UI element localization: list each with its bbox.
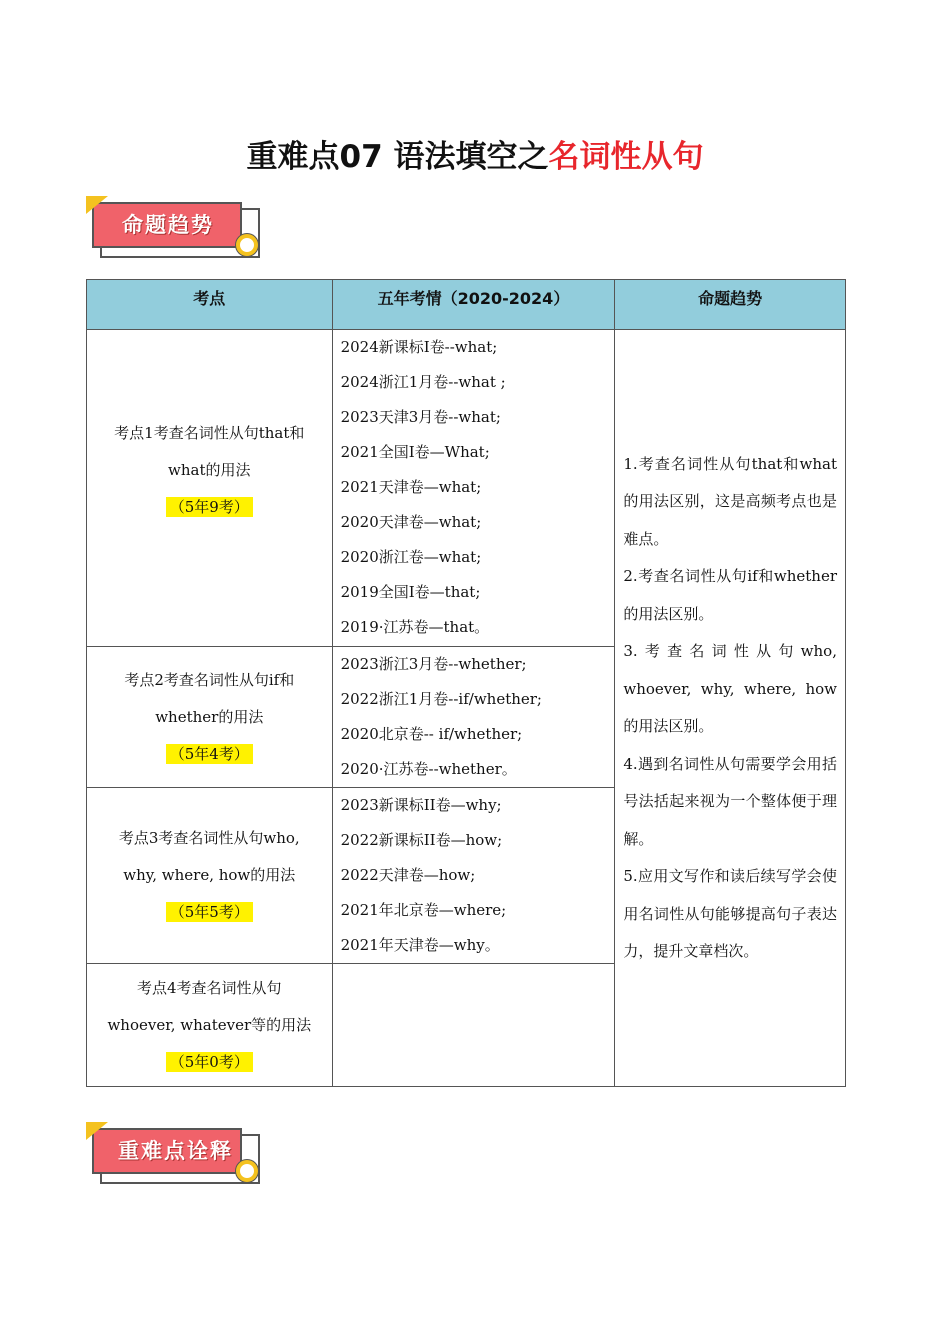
explain-badge-label: 重难点诠释 (92, 1128, 242, 1174)
header-topic: 考点 (87, 280, 333, 330)
header-trend: 命题趋势 (615, 280, 846, 330)
page-title (0, 131, 950, 176)
triangle-icon (86, 196, 108, 214)
count-badge: （5年4考） (166, 744, 253, 764)
table-header-row (87, 280, 846, 330)
table-row (87, 330, 846, 647)
trend-badge (92, 198, 260, 262)
title-highlight: 名词性从句 (548, 139, 704, 175)
exams-cell: 2023浙江3月卷--whether; 2022浙江1月卷--if/whether; 2020北京卷-- if/whether; 2020·江苏卷--whether。 (332, 647, 615, 788)
trend-badge-label: 命题趋势 (92, 202, 242, 248)
title-prefix: 重难点07 语法填空之 (246, 139, 549, 175)
topic-cell: 考点1考查名词性从句that和 what的用法 （5年9考） (87, 330, 333, 647)
count-badge: （5年0考） (166, 1052, 253, 1072)
triangle-icon (86, 1122, 108, 1140)
ring-icon (236, 1160, 258, 1182)
header-exams: 五年考情（2020-2024） (332, 280, 615, 330)
exams-cell (332, 964, 615, 1087)
count-badge: （5年5考） (166, 902, 253, 922)
exams-cell: 2023新课标II卷—why; 2022新课标II卷—how; 2022天津卷—how; 2021年北京卷—where; 2021年天津卷—why。 (332, 788, 615, 964)
topic-cell: 考点4考查名词性从句 whoever, whatever等的用法 （5年0考） (87, 964, 333, 1087)
exams-cell: 2024新课标I卷--what; 2024浙江1月卷--what ; 2023天津3月卷--what; 2021全国I卷—What; 2021天津卷—what; 2020天津卷—what; 2020浙江卷—what; 2019全国I卷—that; 2019·江苏卷—that。 (332, 330, 615, 647)
ring-icon (236, 234, 258, 256)
topic-cell: 考点2考查名词性从句if和 whether的用法 （5年4考） (87, 647, 333, 788)
count-badge: （5年9考） (166, 497, 253, 517)
topic-cell: 考点3考查名词性从句who, why, where, how的用法 （5年5考） (87, 788, 333, 964)
trend-cell: 1.考查名词性从句that和what的用法区别，这是高频考点也是难点。 2.考查名词性从句if和whether的用法区别。 3.考查名词性从句who, whoever, why, where, how的用法区别。 4.遇到名词性从句需要学会用括号法括起来视为一个整体便于理解。 5.应用文写作和读后续写学会使用名词性从句能够提高句子表达力，提升文章档次。 (615, 330, 846, 1087)
trend-table (86, 279, 846, 1087)
explain-badge (92, 1124, 260, 1188)
